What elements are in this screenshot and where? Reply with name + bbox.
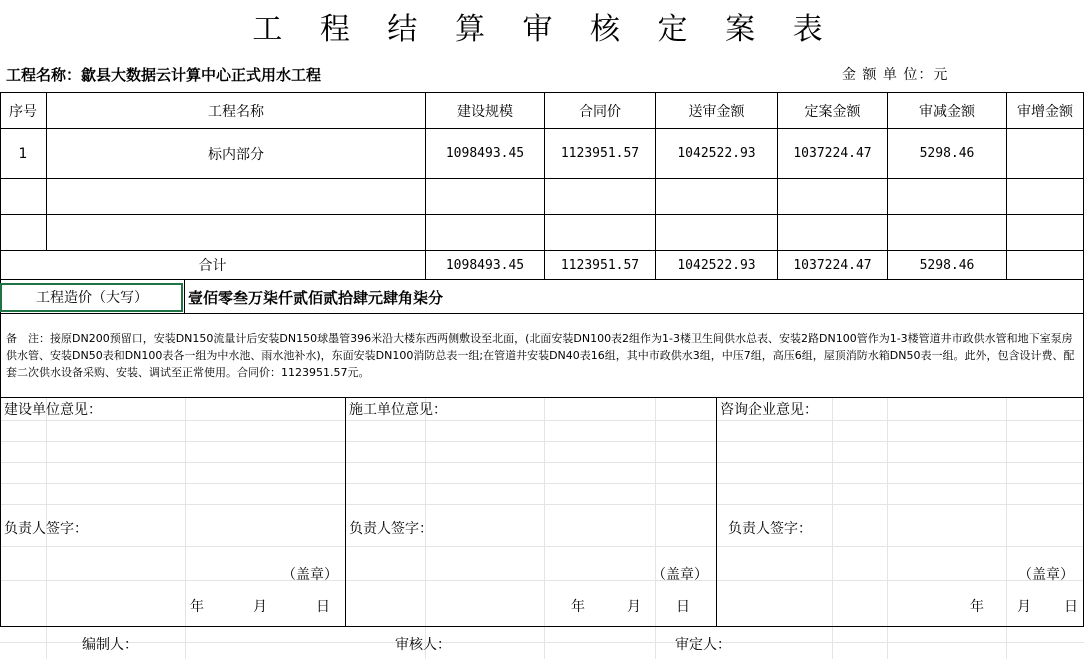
date-month: 月 (253, 599, 267, 615)
table-cell: 1037224.47 (793, 146, 872, 161)
table-border (716, 397, 717, 626)
project-name: 工程名称：歙县大数据云计算中心正式用水工程 (6, 66, 322, 84)
seal-label: （盖章） (652, 567, 708, 583)
signer-label: 负责人签字： (728, 521, 812, 537)
gridline (0, 580, 1084, 581)
table-border (0, 178, 1084, 179)
gridline (887, 398, 888, 659)
column-header-project: 工程名称 (208, 103, 264, 120)
table-cell: 1 (18, 145, 28, 162)
date-day: 日 (676, 599, 690, 615)
amount-unit: 金 额 单 位：元 (842, 67, 949, 83)
total-cell: 1123951.57 (560, 257, 640, 273)
date-year: 年 (970, 599, 984, 615)
cost-caps-value: 壹佰零叁万柒仟贰佰贰拾肆元肆角柒分 (188, 289, 444, 307)
gridline (544, 398, 545, 659)
total-cell: 1042522.93 (677, 257, 756, 273)
table-cell: 5298.46 (919, 146, 975, 161)
total-cell: 5298.46 (919, 257, 975, 273)
date-day: 日 (1064, 599, 1078, 615)
construction-unit-opinion: 建设单位意见： (4, 402, 102, 418)
table-cell: 1042522.93 (677, 146, 756, 161)
gridline (655, 398, 656, 659)
gridline (0, 462, 1084, 463)
gridline (1006, 398, 1007, 659)
gridline (0, 546, 1084, 547)
document-title: 工 程 结 算 审 核 定 案 表 (252, 12, 837, 47)
seal-label: （盖章） (1018, 567, 1074, 583)
date-year: 年 (190, 599, 204, 615)
seal-label: （盖章） (282, 567, 338, 583)
table-border (1083, 92, 1084, 626)
table-cell: 1123951.57 (560, 146, 640, 161)
table-border (0, 313, 1084, 314)
table-border (0, 214, 1084, 215)
remarks-text: 备 注：接原DN200预留口，安装DN150流量计后安装DN150球墨管396米沿大楼东西两侧敷设至北面，(北面安装DN100表2组作为1-3楼卫生间供水总表、安装2路DN100管作为1-3楼管道井市政供水管和地下室泵房供水管、安装DN50表和DN100表各一组为中水池、雨水池补水)，东面安装DN100消防总表一组;在管道井安装DN40表16组，其中市政供水3组，中压7组，高压6组，屋顶消防水箱DN50表一组。此外，包含设计费、配套二次供水设备采购、安装、调试至正常使用。合同价：1123951.57元。 (6, 332, 1075, 379)
date-month: 月 (627, 599, 641, 615)
table-border (0, 626, 1084, 627)
date-day: 日 (316, 599, 330, 615)
contractor-opinion: 施工单位意见： (349, 402, 447, 418)
table-border (0, 397, 1084, 398)
gridline (185, 398, 186, 659)
reviewer-label: 审核人： (395, 637, 451, 653)
column-header-contract-price: 合同价 (579, 103, 621, 120)
total-cell: 1098493.45 (445, 257, 525, 273)
gridline (0, 420, 1084, 421)
column-header-index: 序号 (9, 103, 37, 120)
column-header-scale: 建设规模 (457, 103, 513, 120)
consulting-opinion: 咨询企业意见： (720, 402, 818, 418)
column-header-increase: 审增金额 (1017, 103, 1073, 120)
table-border (0, 279, 1084, 280)
gridline (0, 441, 1084, 442)
compiler-label: 编制人： (82, 637, 138, 653)
table-cell: 1098493.45 (445, 146, 525, 161)
date-month: 月 (1017, 599, 1031, 615)
gridline (0, 504, 1084, 505)
approver-label: 审定人： (675, 637, 731, 653)
gridline (0, 483, 1084, 484)
table-cell: 标内部分 (208, 146, 264, 163)
table-cell (1007, 129, 1083, 178)
column-header-approved: 定案金额 (804, 103, 861, 120)
table-border (345, 397, 346, 626)
date-year: 年 (571, 599, 585, 615)
signer-label: 负责人签字： (4, 521, 88, 537)
signer-label: 负责人签字： (349, 521, 433, 537)
column-header-reduction: 审减金额 (919, 103, 975, 120)
column-header-submitted: 送审金额 (688, 103, 745, 120)
table-border (184, 279, 185, 313)
gridline (0, 642, 1084, 643)
cost-caps-label[interactable]: 工程造价（大写） (36, 290, 148, 306)
total-label: 合计 (198, 258, 227, 274)
gridline (832, 398, 833, 659)
total-cell: 1037224.47 (793, 257, 872, 273)
